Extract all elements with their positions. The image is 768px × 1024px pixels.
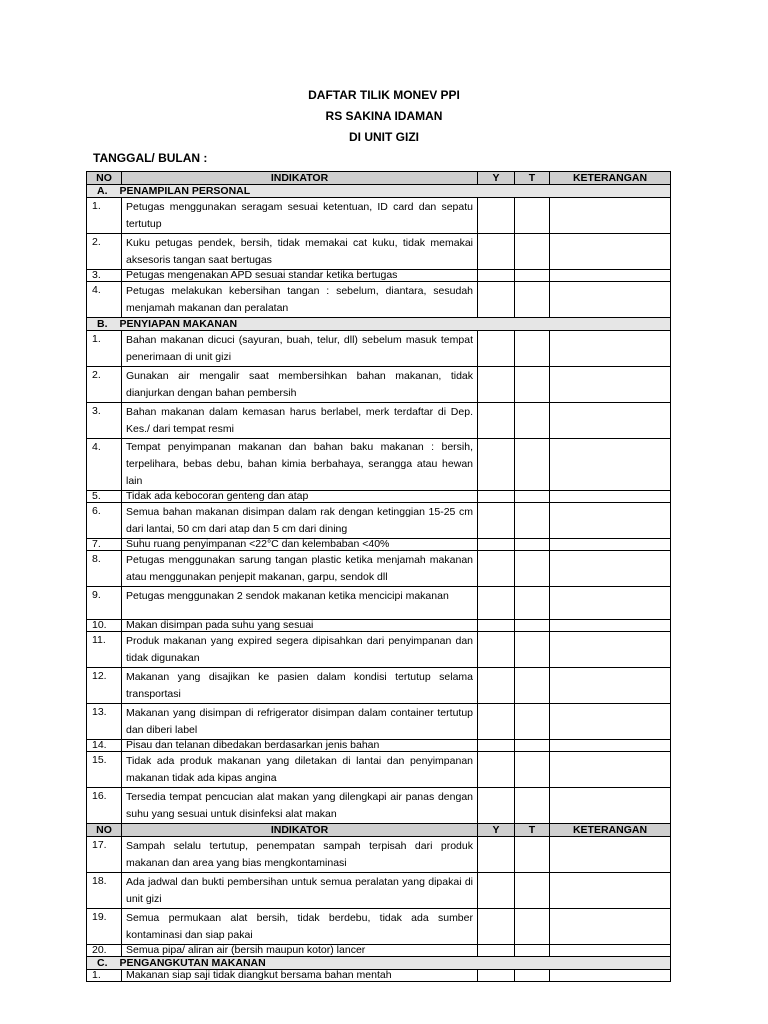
y-check-cell[interactable]	[478, 752, 515, 788]
indikator-cell: Bahan makanan dalam kemasan harus berlabel, merk terdaftar di Dep. Kes./ dari tempat resmi	[122, 403, 478, 439]
t-check-cell[interactable]	[515, 620, 550, 632]
section-header-row	[87, 318, 671, 331]
y-check-cell[interactable]	[478, 539, 515, 551]
keterangan-cell[interactable]	[550, 270, 671, 282]
indikator-cell: Semua permukaan alat bersih, tidak berdebu, tidak ada sumber kontaminasi dan siap pakai	[122, 909, 478, 945]
col-keterangan-header: KETERANGAN	[550, 824, 671, 837]
keterangan-cell[interactable]	[550, 503, 671, 539]
y-check-cell[interactable]	[478, 788, 515, 824]
keterangan-cell[interactable]	[550, 198, 671, 234]
t-check-cell[interactable]	[515, 270, 550, 282]
keterangan-cell[interactable]	[550, 873, 671, 909]
table-row	[87, 198, 671, 234]
indikator-cell: Sampah selalu tertutup, penempatan sampah terpisah dari produk makanan dan area yang bias mengkontaminasi	[122, 837, 478, 873]
t-check-cell[interactable]	[515, 198, 550, 234]
table-row	[87, 587, 671, 620]
row-number: 2.	[87, 367, 122, 403]
t-check-cell[interactable]	[515, 945, 550, 957]
row-number: 6.	[87, 503, 122, 539]
row-number: 10.	[87, 620, 122, 632]
col-y-header: Y	[478, 172, 515, 185]
t-check-cell[interactable]	[515, 740, 550, 752]
col-no-header: NO	[87, 172, 122, 185]
row-number: 9.	[87, 587, 122, 620]
section-name: PENAMPILAN PERSONAL	[119, 185, 251, 197]
keterangan-cell[interactable]	[550, 632, 671, 668]
table-row	[87, 788, 671, 824]
col-indikator-header: INDIKATOR	[122, 172, 478, 185]
keterangan-cell[interactable]	[550, 367, 671, 403]
t-check-cell[interactable]	[515, 668, 550, 704]
t-check-cell[interactable]	[515, 970, 550, 982]
table-row	[87, 632, 671, 668]
table-row	[87, 403, 671, 439]
row-number: 4.	[87, 282, 122, 318]
y-check-cell[interactable]	[478, 439, 515, 491]
y-check-cell[interactable]	[478, 704, 515, 740]
table-row	[87, 367, 671, 403]
indikator-cell: Gunakan air mengalir saat membersihkan bahan makanan, tidak dianjurkan dengan bahan pembersih	[122, 367, 478, 403]
indikator-cell: Tersedia tempat pencucian alat makan yang dilengkapi air panas dengan suhu yang sesuai untuk disinfeksi alat makan	[122, 788, 478, 824]
table-row	[87, 740, 671, 752]
indikator-cell: Bahan makanan dicuci (sayuran, buah, telur, dll) sebelum masuk tempat penerimaan di unit gizi	[122, 331, 478, 367]
table-row	[87, 439, 671, 491]
row-number: 20.	[87, 945, 122, 957]
indikator-cell: Tempat penyimpanan makanan dan bahan baku makanan : bersih, terpelihara, bebas debu, bahan kimia berbahaya, serangga atau hewan lain	[122, 439, 478, 491]
col-y-header: Y	[478, 824, 515, 837]
table-row	[87, 539, 671, 551]
t-check-cell[interactable]	[515, 439, 550, 491]
table-row	[87, 909, 671, 945]
table-row	[87, 270, 671, 282]
keterangan-cell[interactable]	[550, 740, 671, 752]
section-title	[87, 185, 671, 198]
row-number: 16.	[87, 788, 122, 824]
indikator-cell: Pisau dan telanan dibedakan berdasarkan jenis bahan	[122, 740, 478, 752]
indikator-cell: Petugas menggunakan seragam sesuai ketentuan, ID card dan sepatu tertutup	[122, 198, 478, 234]
section-letter: B.	[97, 318, 108, 330]
section-name: PENGANGKUTAN MAKANAN	[119, 957, 266, 969]
keterangan-cell[interactable]	[550, 587, 671, 620]
t-check-cell[interactable]	[515, 539, 550, 551]
y-check-cell[interactable]	[478, 620, 515, 632]
indikator-cell: Makanan yang disajikan ke pasien dalam kondisi tertutup selama transportasi	[122, 668, 478, 704]
keterangan-cell[interactable]	[550, 491, 671, 503]
row-number: 3.	[87, 270, 122, 282]
date-label: TANGGAL/ BULAN :	[93, 151, 208, 165]
col-t-header: T	[515, 172, 550, 185]
row-number: 3.	[87, 403, 122, 439]
y-check-cell[interactable]	[478, 367, 515, 403]
table-row	[87, 503, 671, 539]
t-check-cell[interactable]	[515, 234, 550, 270]
section-letter: A.	[97, 185, 108, 197]
keterangan-cell[interactable]	[550, 752, 671, 788]
col-indikator-header: INDIKATOR	[122, 824, 478, 837]
section-title	[87, 318, 671, 331]
t-check-cell[interactable]	[515, 503, 550, 539]
keterangan-cell[interactable]	[550, 331, 671, 367]
y-check-cell[interactable]	[478, 491, 515, 503]
y-check-cell[interactable]	[478, 945, 515, 957]
indikator-cell: Petugas melakukan kebersihan tangan : sebelum, diantara, sesudah menjamah makanan dan peralatan	[122, 282, 478, 318]
table-row	[87, 970, 671, 982]
row-number: 2.	[87, 234, 122, 270]
keterangan-cell[interactable]	[550, 403, 671, 439]
indikator-cell: Tidak ada produk makanan yang diletakan di lantai dan penyimpanan makanan tidak ada kipas angina	[122, 752, 478, 788]
indikator-cell: Tidak ada kebocoran genteng dan atap	[122, 491, 478, 503]
row-number: 12.	[87, 668, 122, 704]
t-check-cell[interactable]	[515, 587, 550, 620]
section-header-row	[87, 957, 671, 970]
indikator-cell: Produk makanan yang expired segera dipisahkan dari penyimpanan dan tidak digunakan	[122, 632, 478, 668]
row-number: 1.	[87, 198, 122, 234]
t-check-cell[interactable]	[515, 837, 550, 873]
row-number: 11.	[87, 632, 122, 668]
keterangan-cell[interactable]	[550, 970, 671, 982]
row-number: 4.	[87, 439, 122, 491]
t-check-cell[interactable]	[515, 331, 550, 367]
table-row	[87, 282, 671, 318]
y-check-cell[interactable]	[478, 668, 515, 704]
y-check-cell[interactable]	[478, 282, 515, 318]
keterangan-cell[interactable]	[550, 909, 671, 945]
hospital-name: RS SAKINA IDAMAN	[325, 109, 443, 123]
indikator-cell: Petugas mengenakan APD sesuai standar ketika bertugas	[122, 270, 478, 282]
t-check-cell[interactable]	[515, 491, 550, 503]
row-number: 7.	[87, 539, 122, 551]
table-row	[87, 234, 671, 270]
section-title	[87, 957, 671, 970]
keterangan-cell[interactable]	[550, 439, 671, 491]
table-row	[87, 752, 671, 788]
t-check-cell[interactable]	[515, 367, 550, 403]
y-check-cell[interactable]	[478, 587, 515, 620]
table-row	[87, 620, 671, 632]
col-keterangan-header: KETERANGAN	[550, 172, 671, 185]
keterangan-cell[interactable]	[550, 788, 671, 824]
indikator-cell: Semua pipa/ aliran air (bersih maupun kotor) lancer	[122, 945, 478, 957]
keterangan-cell[interactable]	[550, 282, 671, 318]
row-number: 18.	[87, 873, 122, 909]
y-check-cell[interactable]	[478, 270, 515, 282]
row-number: 1.	[87, 331, 122, 367]
y-check-cell[interactable]	[478, 198, 515, 234]
y-check-cell[interactable]	[478, 403, 515, 439]
row-number: 5.	[87, 491, 122, 503]
section-letter: C.	[97, 957, 108, 969]
y-check-cell[interactable]	[478, 837, 515, 873]
y-check-cell[interactable]	[478, 632, 515, 668]
keterangan-cell[interactable]	[550, 234, 671, 270]
indikator-cell: Suhu ruang penyimpanan <22°C dan kelembaban <40%	[122, 539, 478, 551]
table-header-row	[87, 172, 671, 185]
unit-name: DI UNIT GIZI	[349, 130, 419, 144]
keterangan-cell[interactable]	[550, 945, 671, 957]
y-check-cell[interactable]	[478, 551, 515, 587]
keterangan-cell[interactable]	[550, 668, 671, 704]
table-row	[87, 837, 671, 873]
keterangan-cell[interactable]	[550, 704, 671, 740]
table-row	[87, 491, 671, 503]
t-check-cell[interactable]	[515, 551, 550, 587]
table-row	[87, 331, 671, 367]
section-name: PENYIAPAN MAKANAN	[119, 318, 238, 330]
indikator-cell: Petugas menggunakan 2 sendok makanan ketika mencicipi makanan	[122, 587, 478, 620]
t-check-cell[interactable]	[515, 788, 550, 824]
indikator-cell: Semua bahan makanan disimpan dalam rak dengan ketinggian 15-25 cm dari lantai, 50 cm dari atap dan 5 cm dari dining	[122, 503, 478, 539]
table-row	[87, 945, 671, 957]
table-row	[87, 704, 671, 740]
y-check-cell[interactable]	[478, 503, 515, 539]
row-number: 17.	[87, 837, 122, 873]
t-check-cell[interactable]	[515, 873, 550, 909]
t-check-cell[interactable]	[515, 282, 550, 318]
y-check-cell[interactable]	[478, 740, 515, 752]
t-check-cell[interactable]	[515, 909, 550, 945]
table-row	[87, 873, 671, 909]
indikator-cell: Makan disimpan pada suhu yang sesuai	[122, 620, 478, 632]
t-check-cell[interactable]	[515, 752, 550, 788]
row-number: 15.	[87, 752, 122, 788]
y-check-cell[interactable]	[478, 909, 515, 945]
row-number: 13.	[87, 704, 122, 740]
table-row	[87, 668, 671, 704]
y-check-cell[interactable]	[478, 331, 515, 367]
section-header-row	[87, 185, 671, 198]
t-check-cell[interactable]	[515, 403, 550, 439]
t-check-cell[interactable]	[515, 704, 550, 740]
row-number: 1.	[87, 970, 122, 982]
indikator-cell: Kuku petugas pendek, bersih, tidak memakai cat kuku, tidak memakai aksesoris tangan saat bertugas	[122, 234, 478, 270]
row-number: 14.	[87, 740, 122, 752]
indikator-cell: Ada jadwal dan bukti pembersihan untuk semua peralatan yang dipakai di unit gizi	[122, 873, 478, 909]
keterangan-cell[interactable]	[550, 837, 671, 873]
y-check-cell[interactable]	[478, 234, 515, 270]
checklist-table	[86, 171, 671, 982]
table-row	[87, 551, 671, 587]
keterangan-cell[interactable]	[550, 539, 671, 551]
col-no-header: NO	[87, 824, 122, 837]
col-t-header: T	[515, 824, 550, 837]
keterangan-cell[interactable]	[550, 620, 671, 632]
t-check-cell[interactable]	[515, 632, 550, 668]
y-check-cell[interactable]	[478, 970, 515, 982]
indikator-cell: Petugas menggunakan sarung tangan plastic ketika menjamah makanan atau menggunakan penjepit makanan, garpu, sendok dll	[122, 551, 478, 587]
indikator-cell: Makanan siap saji tidak diangkut bersama bahan mentah	[122, 970, 478, 982]
y-check-cell[interactable]	[478, 873, 515, 909]
indikator-cell: Makanan yang disimpan di refrigerator disimpan dalam container tertutup dan diberi label	[122, 704, 478, 740]
row-number: 19.	[87, 909, 122, 945]
keterangan-cell[interactable]	[550, 551, 671, 587]
row-number: 8.	[87, 551, 122, 587]
table-header-row	[87, 824, 671, 837]
document-title: DAFTAR TILIK MONEV PPI	[308, 88, 460, 102]
